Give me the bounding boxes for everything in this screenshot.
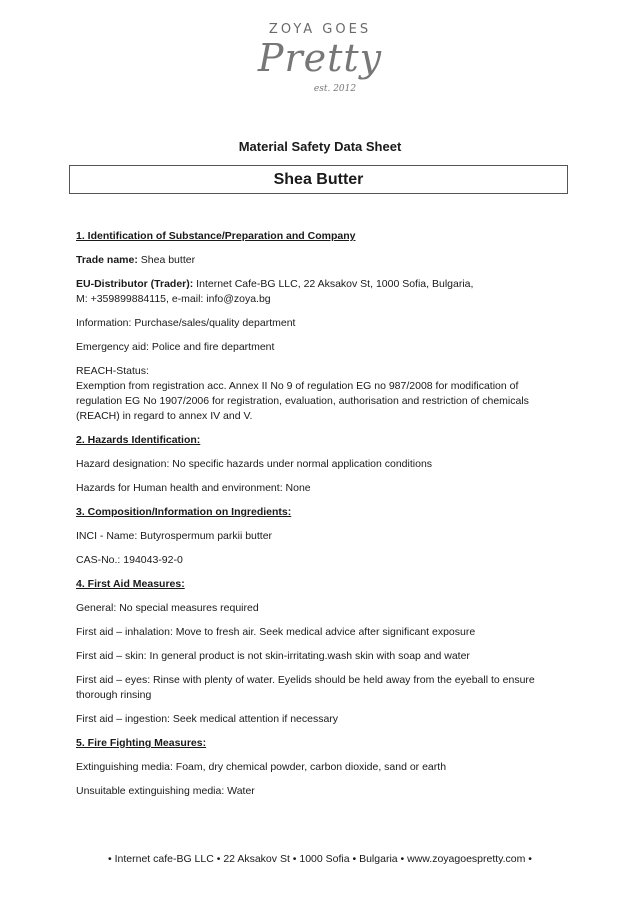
text-line: Hazards for Human health and environment: None	[76, 482, 311, 494]
logo-name-top: ZOYA GOES	[268, 22, 372, 37]
distributor-label: EU-Distributor (Trader):	[76, 278, 194, 290]
logo-name-script: Pretty	[257, 36, 383, 80]
logo-established: est. 2012	[313, 84, 357, 94]
reach-text: Exemption from registration acc. Annex II No 9 of regulation EG no 987/2008 for modification of regulation EG No 1907/2006 for registration, evaluation, authorisation and restriction of chemicals (REACH) in regard to annex IV and V.	[76, 380, 529, 422]
text-line: Unsuitable extinguishing media: Water	[76, 785, 255, 797]
emergency-line: Emergency aid: Police and fire department	[76, 341, 275, 353]
trade-name	[76, 253, 566, 268]
text-line: INCI - Name: Butyrospermum parkii butter	[76, 530, 273, 542]
document-title: Material Safety Data Sheet	[238, 139, 402, 154]
section-heading: 3. Composition/Information on Ingredients:	[76, 506, 292, 518]
text-line: First aid – skin: In general product is not skin-irritating.wash skin with soap and water	[76, 650, 470, 662]
reach-label: REACH-Status:	[76, 365, 149, 377]
document-body	[76, 229, 566, 808]
section-heading: 4. First Aid Measures:	[76, 578, 185, 590]
reach-status	[76, 364, 566, 424]
product-title: Shea Butter	[69, 165, 568, 194]
section-heading: 5. Fire Fighting Measures:	[76, 737, 207, 749]
text-line: Extinguishing media: Foam, dry chemical powder, carbon dioxide, sand or earth	[76, 761, 447, 773]
distributor	[76, 277, 566, 307]
brand-logo	[0, 0, 640, 110]
text-line: First aid – eyes: Rinse with plenty of water. Eyelids should be held away from the eyeball to ensure thorough rinsing	[76, 674, 535, 701]
page-footer: • Internet cafe-BG LLC • 22 Aksakov St • 1000 Sofia • Bulgaria • www.zoyagoespretty.com •	[108, 853, 532, 865]
information-line: Information: Purchase/sales/quality department	[76, 317, 296, 329]
text-line: First aid – ingestion: Seek medical attention if necessary	[76, 713, 339, 725]
text-line: General: No special measures required	[76, 602, 259, 614]
trade-name-label: Trade name:	[76, 254, 138, 266]
trade-name-value: Shea butter	[137, 254, 196, 266]
distributor-value: Internet Cafe-BG LLC, 22 Aksakov St, 1000 Sofia, Bulgaria,	[193, 278, 474, 290]
text-line: First aid – inhalation: Move to fresh air. Seek medical advice after significant exposure	[76, 626, 476, 638]
section-heading: 1. Identification of Substance/Preparation and Company	[76, 230, 356, 242]
section-heading: 2. Hazards Identification:	[76, 434, 201, 446]
text-line: Hazard designation: No specific hazards under normal application conditions	[76, 458, 433, 470]
distributor-contact: M: +359899884115, e-mail: info@zoya.bg	[76, 293, 271, 305]
text-line: CAS-No.: 194043-92-0	[76, 554, 183, 566]
